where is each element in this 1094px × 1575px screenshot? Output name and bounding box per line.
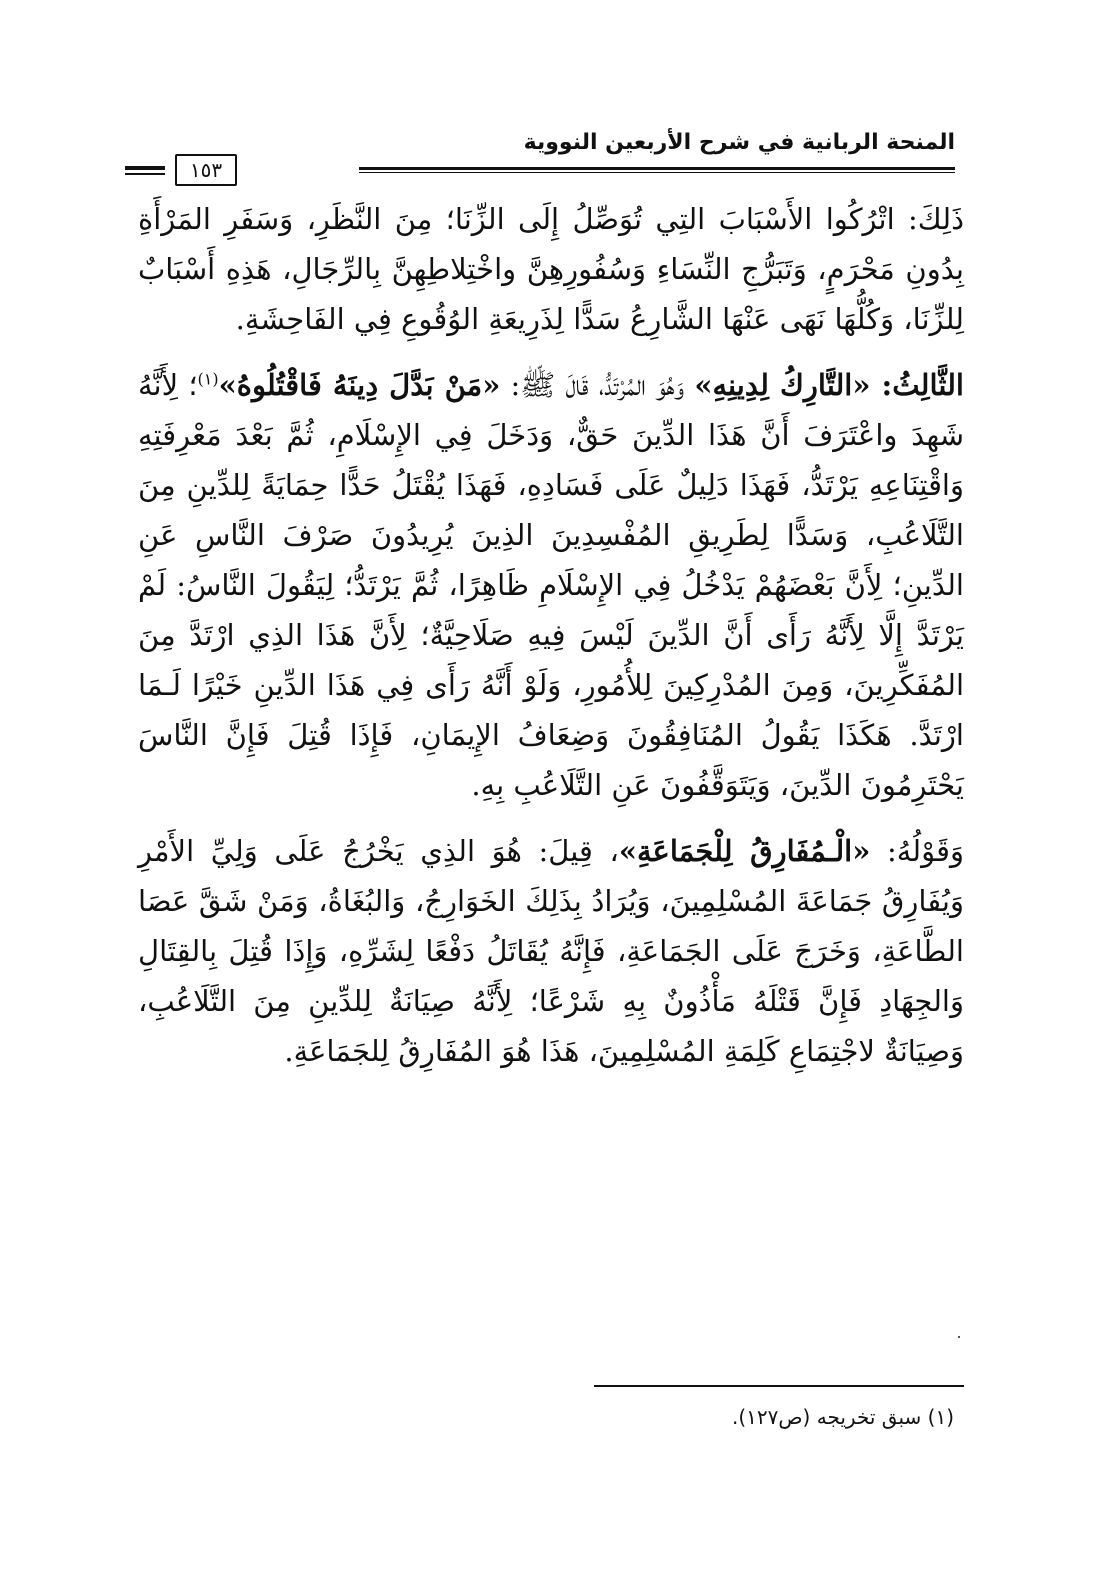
footnote-1 (254, 1402, 954, 1432)
paragraph-1 (138, 194, 964, 344)
paragraph-2-lead: الثَّالِثُ: «التَّارِكُ لِدِينِهِ» (694, 368, 964, 402)
paragraph-3-lead: وَقَوْلُهُ: (870, 834, 964, 868)
paragraph-2-text-b: ؛ لِأَنَّهُ شَهِدَ واعْتَرَفَ أَنَّ هَذَا الدِّينَ حَقٌّ، وَدَخَلَ فِي الإِسْلَامِ، ثُمَّ بَعْدَ مَعْرِفَتِهِ وَاقْتِنَاعِهِ يَرْتَدُّ، فَهَذَا دَلِيلٌ عَلَى فَسَادِهِ، فَهَذَا يُقْتَلُ حَدًّا حِمَايَةً لِلدِّينِ مِنَ التَّلَاعُبِ، وَسَدًّا لِطَرِيقِ المُفْسِدِينَ الذِينَ يُرِيدُونَ صَرْفَ النَّاسِ عَنِ الدِّينِ؛ لِأَنَّ بَعْضَهُمْ يَدْخُلُ فِي الإِسْلَامِ ظَاهِرًا، ثُمَّ يَرْتَدُّ؛ لِيَقُولَ النَّاسُ: لَمْ يَرْتَدَّ إِلَّا لِأَنَّهُ رَأَى أَنَّ الدِّينَ لَيْسَ فِيهِ صَلَاحِيَّةٌ؛ لِأَنَّ هَذَا الذِي ارْتَدَّ مِنَ المُفَكِّرِينَ، وَمِنَ المُدْرِكِينَ لِلأُمُورِ، وَلَوْ أَنَّهُ رَأَى فِي هَذَا الدِّينِ خَيْرًا لَـمَا ارْتَدَّ. هَكَذَا يَقُولُ المُنَافِقُونَ وَضِعَافُ الإِيمَانِ، فَإِذَا قُتِلَ فَإِنَّ النَّاسَ يَحْتَرِمُونَ الدِّينَ، وَيَتَوَقَّفُونَ عَنِ التَّلَاعُبِ بِهِ. (138, 368, 964, 802)
main-text (138, 194, 964, 1092)
footnote-1-marker: (١) (927, 1405, 954, 1429)
footnote-1-text: سبق تخريجه (ص١٢٧). (731, 1405, 928, 1429)
paragraph-1-text: ذَلِكَ: اتْرُكُوا الأَسْبَابَ التِي تُوَصِّلُ إِلَى الزِّنَا؛ مِنَ النَّظَرِ، وَسَفَرِ المَرْأَةِ بِدُونِ مَحْرَمٍ، وَتَبَرُّجِ النِّسَاءِ وَسُفُورِهِنَّ واخْتِلاطِهِنَّ بِالرِّجَالِ، هَذِهِ أَسْبَابٌ لِلزِّنَا، وَكُلُّهَا نَهَى عَنْهَا الشَّارِعُ سَدًّا لِذَرِيعَةِ الوُقُوعِ فِي الفَاحِشَةِ. (138, 202, 964, 336)
paragraph-3-quote: «الْـمُفَارِقُ لِلْجَمَاعَةِ» (618, 834, 871, 868)
scan-speck (958, 1336, 960, 1338)
hadith-quote: «مَنْ بَدَّلَ دِينَهُ فَاقْتُلُوهُ» (218, 368, 501, 402)
header-rule (359, 167, 955, 173)
header-left-bar-thin (125, 173, 165, 175)
footnote-reference[interactable]: (١) (197, 369, 219, 389)
book-title: المنحة الربانية في شرح الأربعين النووية (523, 130, 955, 155)
running-header (125, 128, 955, 188)
paragraph-2-text-a: وَهُوَ المُرْتَدُّ، قَالَ ﷺ: (500, 368, 695, 402)
page-number: ١٥٣ (175, 154, 237, 186)
paragraph-2 (138, 360, 964, 810)
footnote-separator (594, 1385, 964, 1387)
paragraph-3 (138, 826, 964, 1076)
paragraph-3-text: ، قِيلَ: هُوَ الذِي يَخْرُجُ عَلَى وَلِيِّ الأَمْرِ وَيُفَارِقُ جَمَاعَةَ المُسْلِمِينَ، وَيُرَادُ بِذَلِكَ الخَوَارِجُ، وَالبُغَاةُ، وَمَنْ شَقَّ عَصَا الطَّاعَةِ، وَخَرَجَ عَلَى الجَمَاعَةِ، فَإِنَّهُ يُقَاتَلُ دَفْعًا لِشَرِّهِ، وَإِذَا قُتِلَ بِالقِتَالِ وَالجِهَادِ فَإِنَّ قَتْلَهُ مَأْذُونٌ بِهِ شَرْعًا؛ لِأَنَّهُ صِيَانَةٌ لِلدِّينِ مِنَ التَّلَاعُبِ، وَصِيَانَةٌ لاجْتِمَاعِ كَلِمَةِ المُسْلِمِينَ، هَذَا هُوَ المُفَارِقُ لِلجَمَاعَةِ. (138, 834, 964, 1068)
header-left-bar (125, 166, 165, 170)
